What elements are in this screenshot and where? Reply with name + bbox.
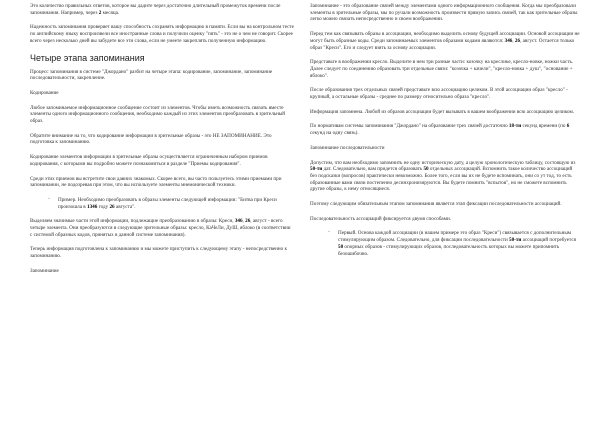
text-run: секунд времени (по [521, 123, 567, 130]
text-run: Запоминание - это образование связей между элементами одного информационного сообщения. Когда мы преобразовали элементы в зрительные образы, мы по ручали возможность произвести прямую запись связей, так как зрительные образы легко можно связать непосредственно и своем воображении. [310, 3, 578, 23]
text-run: Запоминание [30, 267, 59, 274]
bold-text: 26 [109, 203, 115, 210]
paragraph [310, 123, 580, 136]
text-run: Надежность запоминания проверяет вашу способность сохранять информацию в памяти. Если вы на контрольном тесте по английскому языку воспроизвели все иностранные слова и получили оценку "пять" - это не о чем не говорит. Скорее всего через несколько дней вы забудете все эти слова, если не умеете закреплять полученную информацию. [30, 24, 294, 44]
text-run: Представьте в воображении кресло. Выделите в нем три разные части: козочку на креслике, кресло-новке, ножки часть. Далее следует по соединению образовать три отдельные связи: "козочка + качели", "кресло-новка + душ", "основание + яблоко". [310, 59, 574, 79]
paragraph [30, 218, 294, 238]
bold-text: 50-ти [509, 237, 522, 244]
bold-text: 26 [514, 37, 521, 44]
bold-text: 346 [234, 218, 243, 225]
text-run: Обратите внимание на то, что кодирование информации в зрительные образы - это НЕ ЗАПОМИНАНИЕ. Это подготовка к запоминанию. [30, 132, 272, 146]
bold-text: 26 [245, 218, 251, 225]
text-run: году [97, 203, 110, 210]
text-run: Первый. Основа каждой ассоциации (в нашем примере это образ "Креси") связывается с дополнительным стимулирующим образом. Следовательно, для фиксации последовательности [338, 230, 572, 244]
right-column [310, 3, 580, 265]
text-run: Допустим, что вам необходимо запомнить не одну историческую дату, а целую хронологическую таблицу, состоящую из [310, 159, 576, 166]
paragraph [30, 105, 294, 125]
text-run: После образования трех отдельных связей представьте всю ассоциацию целиком. В этой ассоциации образ "кресло" - крупный, а остальные образы - среднее по размеру относительно образа "кресло". [310, 87, 568, 101]
paragraph [310, 87, 580, 100]
text-run: Теперь информация подготовлена к запоминанию и мы можете приступить к следующему этапу - непосредственно к запоминанию. [30, 246, 288, 260]
text-run: , [512, 37, 515, 44]
paragraph [310, 145, 580, 152]
text-run: Информация запомнена. Любой из образов ассоциации будет вызывать в вашем воображении всю ассоциацию целиком. [310, 108, 575, 115]
text-run: Среди этих приемов вы встретите свои давних знакомых. Скорее всего, вы часто пользуетесь этими приемами при запоминании, не подозревая при этом, что вы используете элементы мнемонической техники. [30, 175, 282, 189]
text-run: месяца. [101, 9, 120, 16]
text-run: Это количество правильных ответов, которое вы дадите через достаточно длительный промежуток времени после запоминания. Например, через [30, 3, 281, 16]
text-run: , август. Остается только образ "Креси". Его и следует взять за основу ассоциации. [310, 37, 575, 51]
bold-text: 1346 [87, 203, 98, 210]
left-column [30, 3, 294, 283]
bold-text: 346 [504, 37, 513, 44]
text-run: Процесс запоминания в системе "Джордано" разбит на четыре этапа: кодирование, запоминание, запоминание последовательности, закрепление. [30, 68, 273, 82]
bold-text: 6 [566, 123, 570, 130]
text-run: секунд на одну связь). [310, 130, 359, 137]
text-run: , август - всего четыре элемента. Они преобразуются в следующие зрительные образы: кресло, КаЧеЛи, ДуШ, яблоко (в соответствии с системой образных кодов, принятых в данной системе запоминания). [30, 218, 291, 238]
text-run: Перед тем как связывать образы в ассоциации, необходимо выделить основу будущей ассоциации. Основой ассоциации не могут быть образные коды. Среди запоминаемых элементов образами кодами являются: [310, 31, 580, 44]
text-run: дат. Следовательно, вам придется образовать [322, 166, 424, 173]
paragraph [310, 3, 580, 23]
bullet-paragraph [30, 197, 294, 210]
text-run: Кодирование элементов информации в зрительные образы осуществляется ограниченным набором приемов кодирования, с которыми вы подробно можете познакомиться в разделе "Приемы кодирования". [30, 154, 268, 167]
text-run: Выделяем значимые части этой информации, подлежащие преобразованию в образы: Креси, [30, 218, 235, 225]
paragraph [30, 246, 294, 259]
paragraph [30, 69, 294, 82]
bullet-paragraph [310, 230, 580, 257]
text-run: Кодирование [30, 89, 59, 96]
paragraph [310, 109, 580, 116]
text-run: Пример. Необходимо преобразовать в образы элементы следующей информации: "Битва при Креси произошла в [58, 196, 277, 210]
bold-text: 18-ти [508, 123, 522, 130]
paragraph [310, 59, 580, 79]
text-run: опорных образов - стимулирующих образов, последовательность которых вы можете припомнить безошибочно. [338, 243, 560, 257]
paragraph [30, 154, 294, 167]
paragraph [30, 133, 294, 146]
paragraph [30, 90, 294, 97]
text-run: Поэтому следующим обязательным этапом запоминания является этап фиксации последовательности ассоциаций. [310, 201, 562, 208]
text-run: Последовательность ассоциаций фиксируется двумя способами. [310, 215, 452, 222]
paragraph [30, 268, 294, 275]
section-heading [30, 53, 294, 63]
text-run: Любое запоминаемое информационное сообщение состоит из элементов. Чтобы иметь возможность связать вместе элементы одного информационного сообщения, необходимо каждый из этих элементов преобразовать в зрительный образ. [30, 104, 286, 125]
paragraph [310, 160, 580, 194]
paragraph [30, 24, 294, 44]
paragraph [310, 201, 580, 208]
text-run: По нормативам системы запоминания "Джордано" на образование трех связей достаточно [310, 123, 509, 130]
bold-text: 2 [98, 9, 102, 16]
text-run: отдельных ассоциаций. Вспомнить такое количество ассоциаций без подсказки (вопросов) практически невозможно. Более того, если вы их не будете вспоминать, они со ут тод, то есть образованные вами связи постепенно десинхронизируются. Вы будете помнить "вспытов", но не сможете вспомнить другие образы, к нему относящиеся. [310, 166, 573, 193]
text-run: ассоциаций потребуется [521, 237, 576, 244]
bold-text: 50 [423, 166, 429, 173]
text-run: Запоминание последовательности [310, 144, 385, 151]
bold-text: 50 [338, 243, 344, 250]
bold-text: 50-ти [310, 166, 323, 173]
paragraph [30, 176, 294, 189]
paragraph [30, 3, 294, 16]
paragraph [310, 216, 580, 223]
text-run: Четыре этапа запоминания [30, 52, 145, 63]
text-run: , [242, 218, 246, 225]
text-run: августа". [114, 203, 136, 210]
paragraph [310, 31, 580, 51]
